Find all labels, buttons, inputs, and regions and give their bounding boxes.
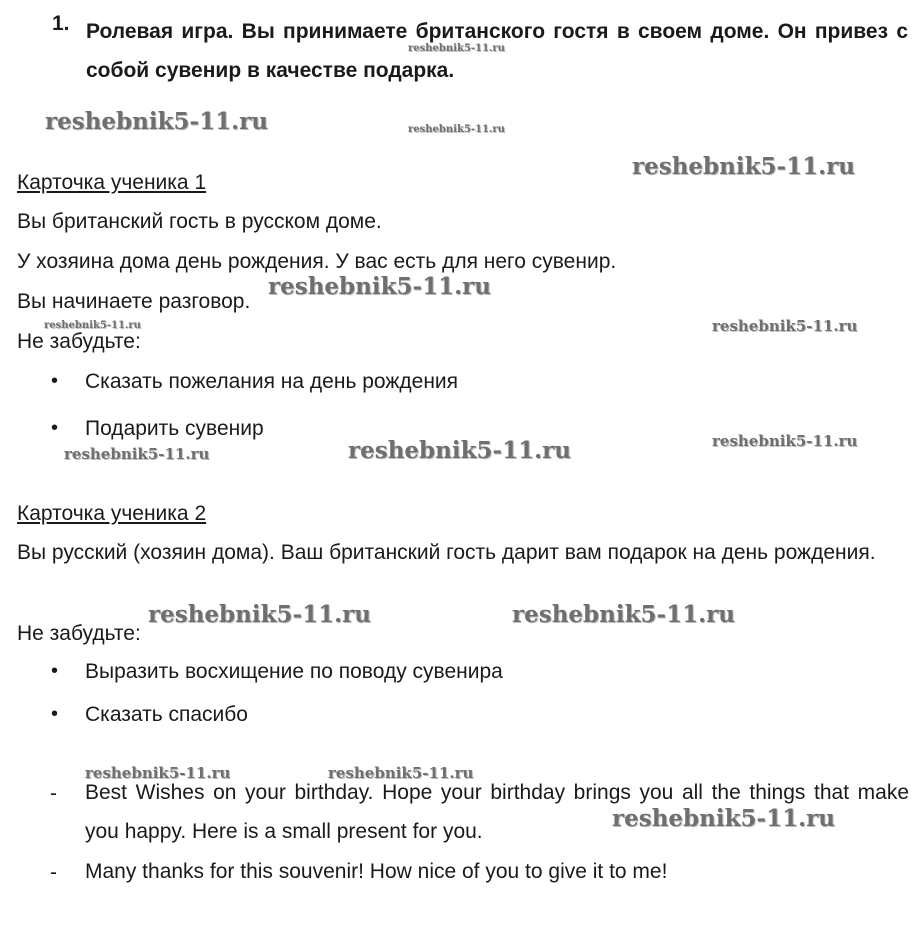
watermark: reshebnik5-11.ru	[45, 108, 268, 135]
watermark: reshebnik5-11.ru	[268, 273, 491, 300]
watermark: reshebnik5-11.ru	[408, 124, 505, 135]
watermark: reshebnik5-11.ru	[632, 153, 855, 180]
dialogue-line-2: Many thanks for this souvenir! How nice of you to give it to me!	[85, 860, 668, 883]
bullet-icon: •	[51, 660, 59, 682]
card2-paragraph: Вы русский (хозяин дома). Ваш британский гость дарит вам подарок на день рождения.	[17, 541, 876, 564]
card1-line-4: Не забудьте:	[17, 330, 141, 353]
bullet-icon: •	[51, 417, 59, 439]
card1-bullet-2: Подарить сувенир	[85, 417, 264, 440]
watermark: reshebnik5-11.ru	[612, 805, 835, 832]
card2-heading: Карточка ученика 2	[17, 502, 207, 525]
watermark: reshebnik5-11.ru	[85, 764, 231, 782]
watermark: reshebnik5-11.ru	[64, 445, 210, 463]
watermark: reshebnik5-11.ru	[712, 317, 858, 335]
watermark: reshebnik5-11.ru	[408, 43, 505, 54]
watermark: reshebnik5-11.ru	[148, 601, 371, 628]
bullet-icon: •	[51, 703, 59, 725]
dialogue-line-1: Best Wishes on your birthday. Hope your birthday brings you all the things that make you happy. Here is a small present for you.	[85, 781, 909, 843]
bullet-icon: •	[51, 370, 59, 392]
dash-icon: -	[50, 861, 57, 884]
card1-line-2: У хозяина дома день рождения. У вас есть для него сувенир.	[17, 250, 617, 273]
watermark: reshebnik5-11.ru	[712, 432, 858, 450]
card1-line-3: Вы начинаете разговор.	[17, 290, 251, 313]
watermark: reshebnik5-11.ru	[348, 437, 571, 464]
card2-bullet-1: Выразить восхищение по поводу сувенира	[85, 660, 503, 683]
watermark: reshebnik5-11.ru	[44, 320, 141, 331]
watermark: reshebnik5-11.ru	[512, 601, 735, 628]
dash-icon: -	[50, 782, 57, 805]
card1-bullet-1: Сказать пожелания на день рождения	[85, 370, 459, 393]
card2-bullet-2: Сказать спасибо	[85, 703, 248, 726]
card1-line-1: Вы британский гость в русском доме.	[17, 210, 382, 233]
task-number: 1.	[52, 12, 70, 35]
card1-heading: Карточка ученика 1	[17, 171, 207, 194]
watermark: reshebnik5-11.ru	[328, 764, 474, 782]
task-text: Ролевая игра. Вы принимаете британского гостя в своем доме. Он привез с собой сувенир в качестве подарка.	[86, 20, 908, 82]
card2-reminder: Не забудьте:	[17, 622, 141, 645]
